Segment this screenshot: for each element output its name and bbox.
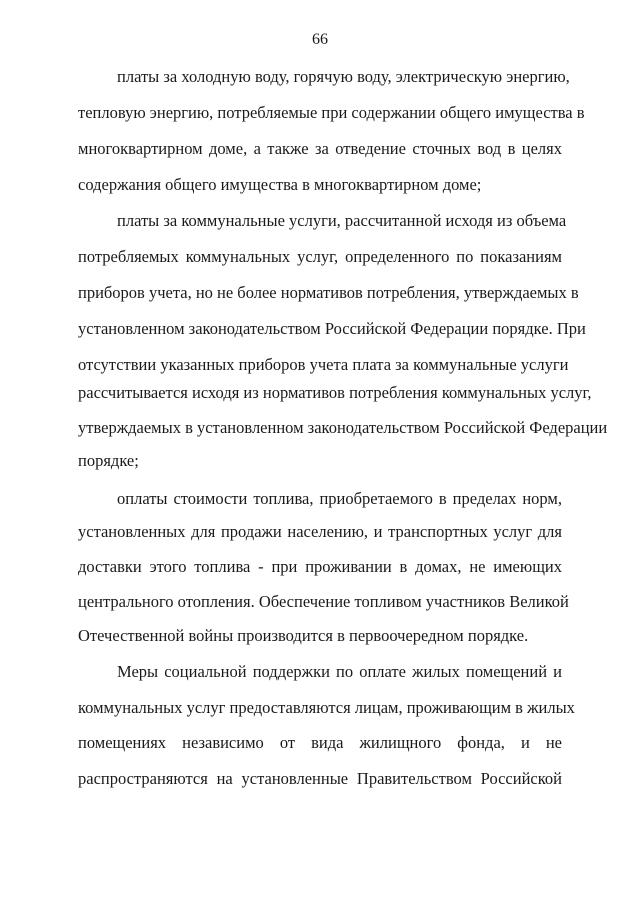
paragraph-1-line-2: тепловую энергию, потребляемые при содержании общего имущества в [78, 103, 585, 122]
paragraph-2-line-4: установленном законодательством Российской Федерации порядке. При [78, 319, 586, 338]
paragraph-3-line-1: оплаты стоимости топлива, приобретаемого в пределах норм, [117, 489, 562, 508]
paragraph-2-line-3: приборов учета, но не более нормативов потребления, утверждаемых в [78, 283, 579, 302]
paragraph-4-line-3: помещениях независимо от вида жилищного фонда, и не [78, 733, 562, 752]
paragraph-2-line-2: потребляемых коммунальных услуг, определенного по показаниям [78, 247, 562, 266]
paragraph-3-line-3: доставки этого топлива - при проживании в домах, не имеющих [78, 557, 562, 576]
paragraph-2-line-6: рассчитывается исходя из нормативов потребления коммунальных услуг, [78, 383, 592, 402]
paragraph-3-line-4: центрального отопления. Обеспечение топливом участников Великой [78, 592, 569, 611]
paragraph-1-line-4: содержания общего имущества в многоквартирном доме; [78, 175, 482, 194]
paragraph-4-line-1: Меры социальной поддержки по оплате жилых помещений и [117, 662, 562, 681]
paragraph-3-line-5: Отечественной войны производится в первоочередном порядке. [78, 626, 529, 645]
paragraph-2-line-8: порядке; [78, 451, 139, 470]
paragraph-1-line-1: платы за холодную воду, горячую воду, электрическую энергию, [117, 67, 570, 86]
paragraph-2-line-7: утверждаемых в установленном законодательством Российской Федерации [78, 418, 608, 437]
paragraph-2-line-1: платы за коммунальные услуги, рассчитанной исходя из объема [117, 211, 567, 230]
page-number: 66 [312, 31, 328, 48]
paragraph-4-line-4: распространяются на установленные Правительством Российской [78, 769, 562, 788]
paragraph-1-line-3: многоквартирном доме, а также за отведение сточных вод в целях [78, 139, 562, 158]
paragraph-3-line-2: установленных для продажи населению, и транспортных услуг для [78, 522, 562, 541]
paragraph-2-line-5: отсутствии указанных приборов учета плата за коммунальные услуги [78, 355, 569, 374]
paragraph-4-line-2: коммунальных услуг предоставляются лицам, проживающим в жилых [78, 698, 575, 717]
